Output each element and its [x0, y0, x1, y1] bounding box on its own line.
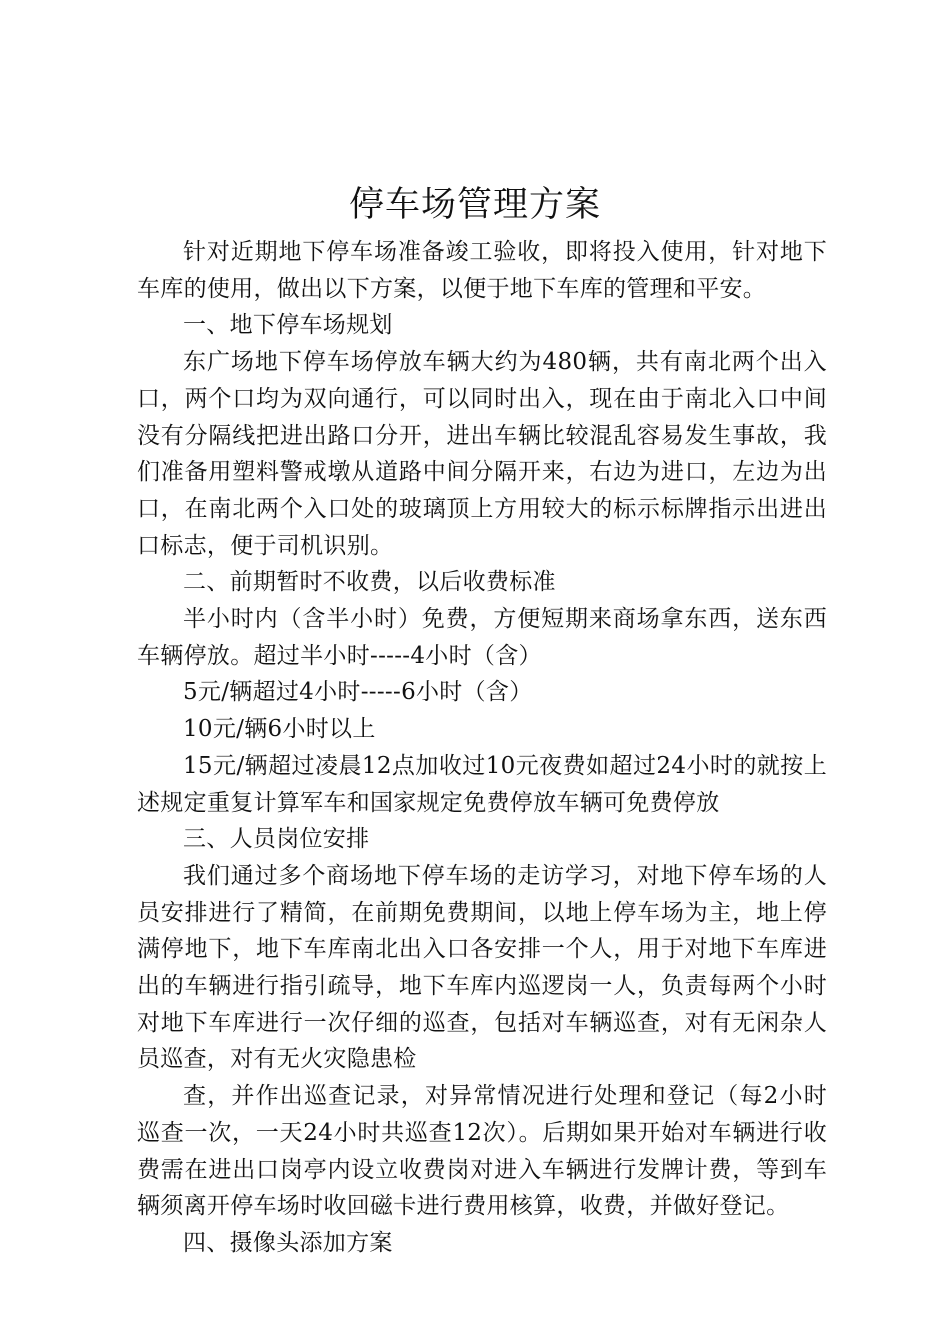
- staffing-paragraph-2: 查，并作出巡查记录，对异常情况进行处理和登记（每2小时巡查一次，一天24小时共巡查12次）。后期如果开始对车辆进行收费需在进出口岗亭内设立收费岗对进入车辆进行发牌计费，等到车辆须离开停车场时收回磁卡进行费用核算，收费，并做好登记。: [137, 1083, 827, 1220]
- document-body: [137, 234, 827, 1262]
- fee-paragraph-1: 半小时内（含半小时）免费，方便短期来商场拿东西，送东西车辆停放。超过半小时-----4小时（含）: [137, 606, 827, 669]
- section-heading-3: 三、人员岗位安排: [183, 826, 370, 853]
- section-heading-4: 四、摄像头添加方案: [183, 1229, 393, 1256]
- staffing-paragraph-1: 我们通过多个商场地下停车场的走访学习，对地下停车场的人员安排进行了精简，在前期免费期间，以地上停车场为主，地上停满停地下，地下车库南北出入口各安排一个人，用于对地下车库进出的车辆进行指引疏导，地下车库内巡逻岗一人，负责每两个小时对地下车库进行一次仔细的巡查，包括对车辆巡查，对有无闲杂人员巡查，对有无火灾隐患检: [137, 862, 827, 1073]
- fee-paragraph-2: 5元/辆超过4小时-----6小时（含）: [183, 679, 533, 706]
- section-heading-1: 一、地下停车场规划: [183, 312, 393, 339]
- document-title: 停车场管理方案: [348, 185, 601, 225]
- fee-paragraph-4: 15元/辆超过凌晨12点加收过10元夜费如超过24小时的就按上述规定重复计算军车和国家规定免费停放车辆可免费停放: [137, 752, 827, 816]
- fee-paragraph-3: 10元/辆6小时以上: [183, 716, 376, 743]
- intro-paragraph: 针对近期地下停车场准备竣工验收，即将投入使用，针对地下车库的使用，做出以下方案，以便于地下车库的管理和平安。: [137, 239, 827, 302]
- section-heading-2: 二、前期暂时不收费，以后收费标准: [183, 569, 556, 596]
- section-1-paragraph: 东广场地下停车场停放车辆大约为480辆，共有南北两个出入口，两个口均为双向通行，可以同时出入，现在由于南北入口中间没有分隔线把进出路口分开，进出车辆比较混乱容易发生事故，我们准备用塑料警戒墩从道路中间分隔开来，右边为进口，左边为出口，在南北两个入口处的玻璃顶上方用较大的标示标牌指示出进出口标志，便于司机识别。: [137, 349, 827, 559]
